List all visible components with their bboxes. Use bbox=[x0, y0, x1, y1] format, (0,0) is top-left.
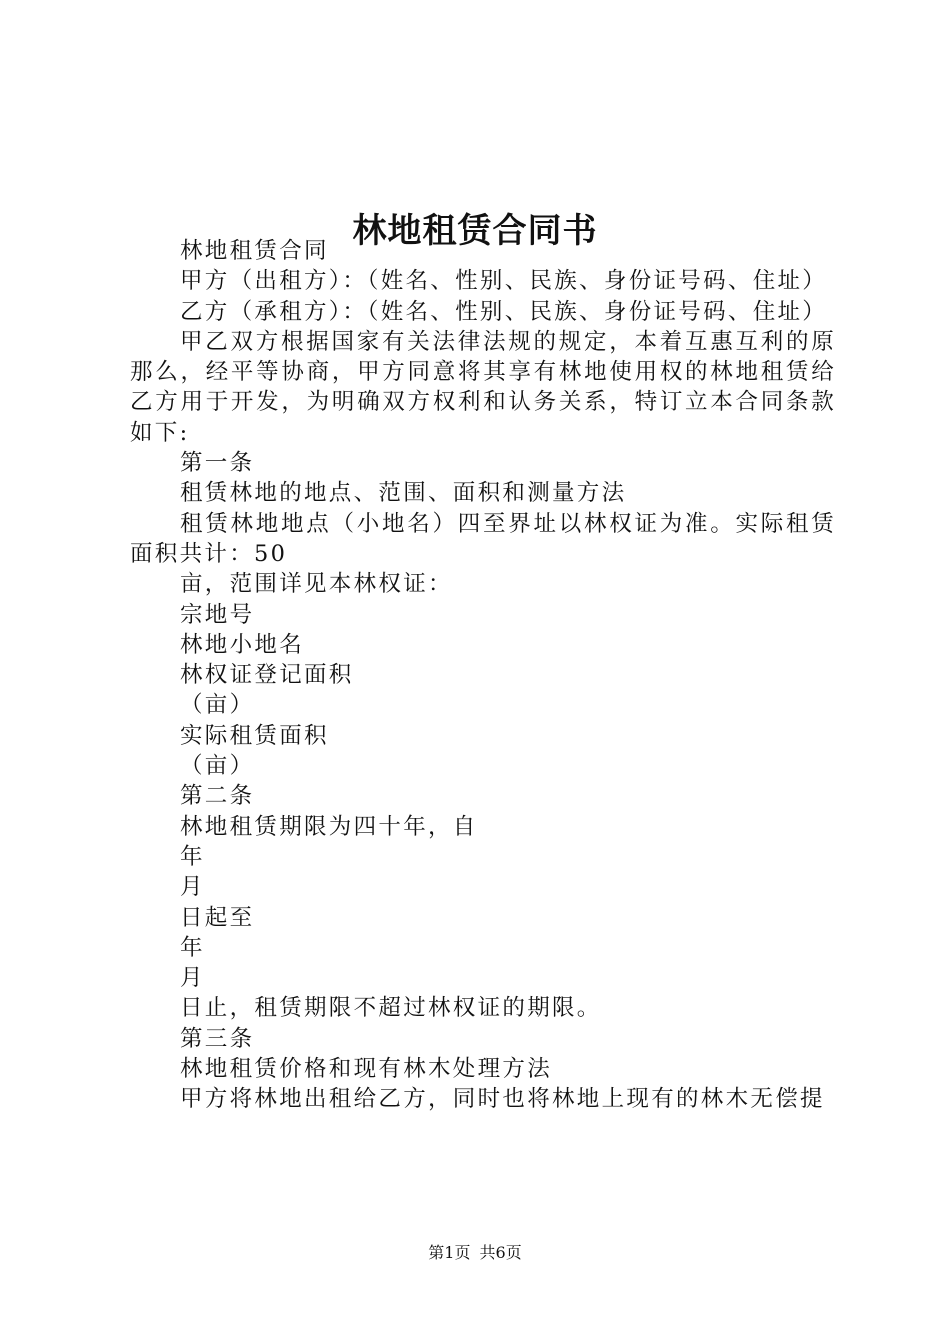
paragraph: （亩） bbox=[180, 753, 255, 780]
paragraph: 亩，范围详见本林权证： bbox=[180, 571, 453, 598]
paragraph: 甲方将林地出租给乙方，同时也将林地上现有的林木无偿提 bbox=[180, 1086, 825, 1113]
paragraph: 第一条 bbox=[180, 450, 255, 477]
paragraph: 林地小地名 bbox=[180, 631, 305, 658]
paragraph: （亩） bbox=[180, 692, 255, 719]
paragraph: 月 bbox=[180, 965, 205, 992]
paragraph: 租赁林地地点（小地名）四至界址以林权证为准。实际租赁面积共计：50 bbox=[130, 510, 836, 567]
paragraph: 年 bbox=[180, 934, 205, 961]
document-title: 林地租赁合同书 bbox=[352, 210, 598, 251]
paragraph: 林权证登记面积 bbox=[180, 662, 354, 689]
paragraph: 乙方（承租方）：（姓名、性别、民族、身份证号码、住址） bbox=[180, 298, 828, 325]
paragraph: 日止，租赁期限不超过林权证的期限。 bbox=[180, 995, 602, 1022]
paragraph: 租赁林地的地点、范围、面积和测量方法 bbox=[180, 480, 627, 507]
paragraph: 宗地号 bbox=[180, 601, 255, 628]
paragraph: 月 bbox=[180, 874, 205, 901]
paragraph: 年 bbox=[180, 843, 205, 870]
paragraph: 林地租赁合同 bbox=[180, 238, 329, 264]
page-total: 共6页 bbox=[479, 1243, 522, 1262]
paragraph: 实际租赁面积 bbox=[180, 722, 329, 749]
paragraph: 日起至 bbox=[180, 904, 255, 931]
page-footer bbox=[0, 1242, 950, 1264]
paragraph: 第二条 bbox=[180, 783, 255, 810]
document-body bbox=[130, 236, 836, 1115]
paragraph: 林地租赁价格和现有林木处理方法 bbox=[180, 1056, 553, 1083]
paragraph: 第三条 bbox=[180, 1025, 255, 1052]
paragraph: 甲方（出租方）：（姓名、性别、民族、身份证号码、住址） bbox=[180, 268, 828, 295]
paragraph: 甲乙双方根据国家有关法律法规的规定，本着互惠互利的原那么，经平等协商，甲方同意将其享有林地使用权的林地租赁给乙方用于开发，为明确双方权利和认务关系，特订立本合同条款如下: bbox=[130, 328, 836, 446]
page-number: 第1页 bbox=[428, 1243, 471, 1262]
paragraph: 林地租赁期限为四十年，自 bbox=[180, 813, 478, 840]
